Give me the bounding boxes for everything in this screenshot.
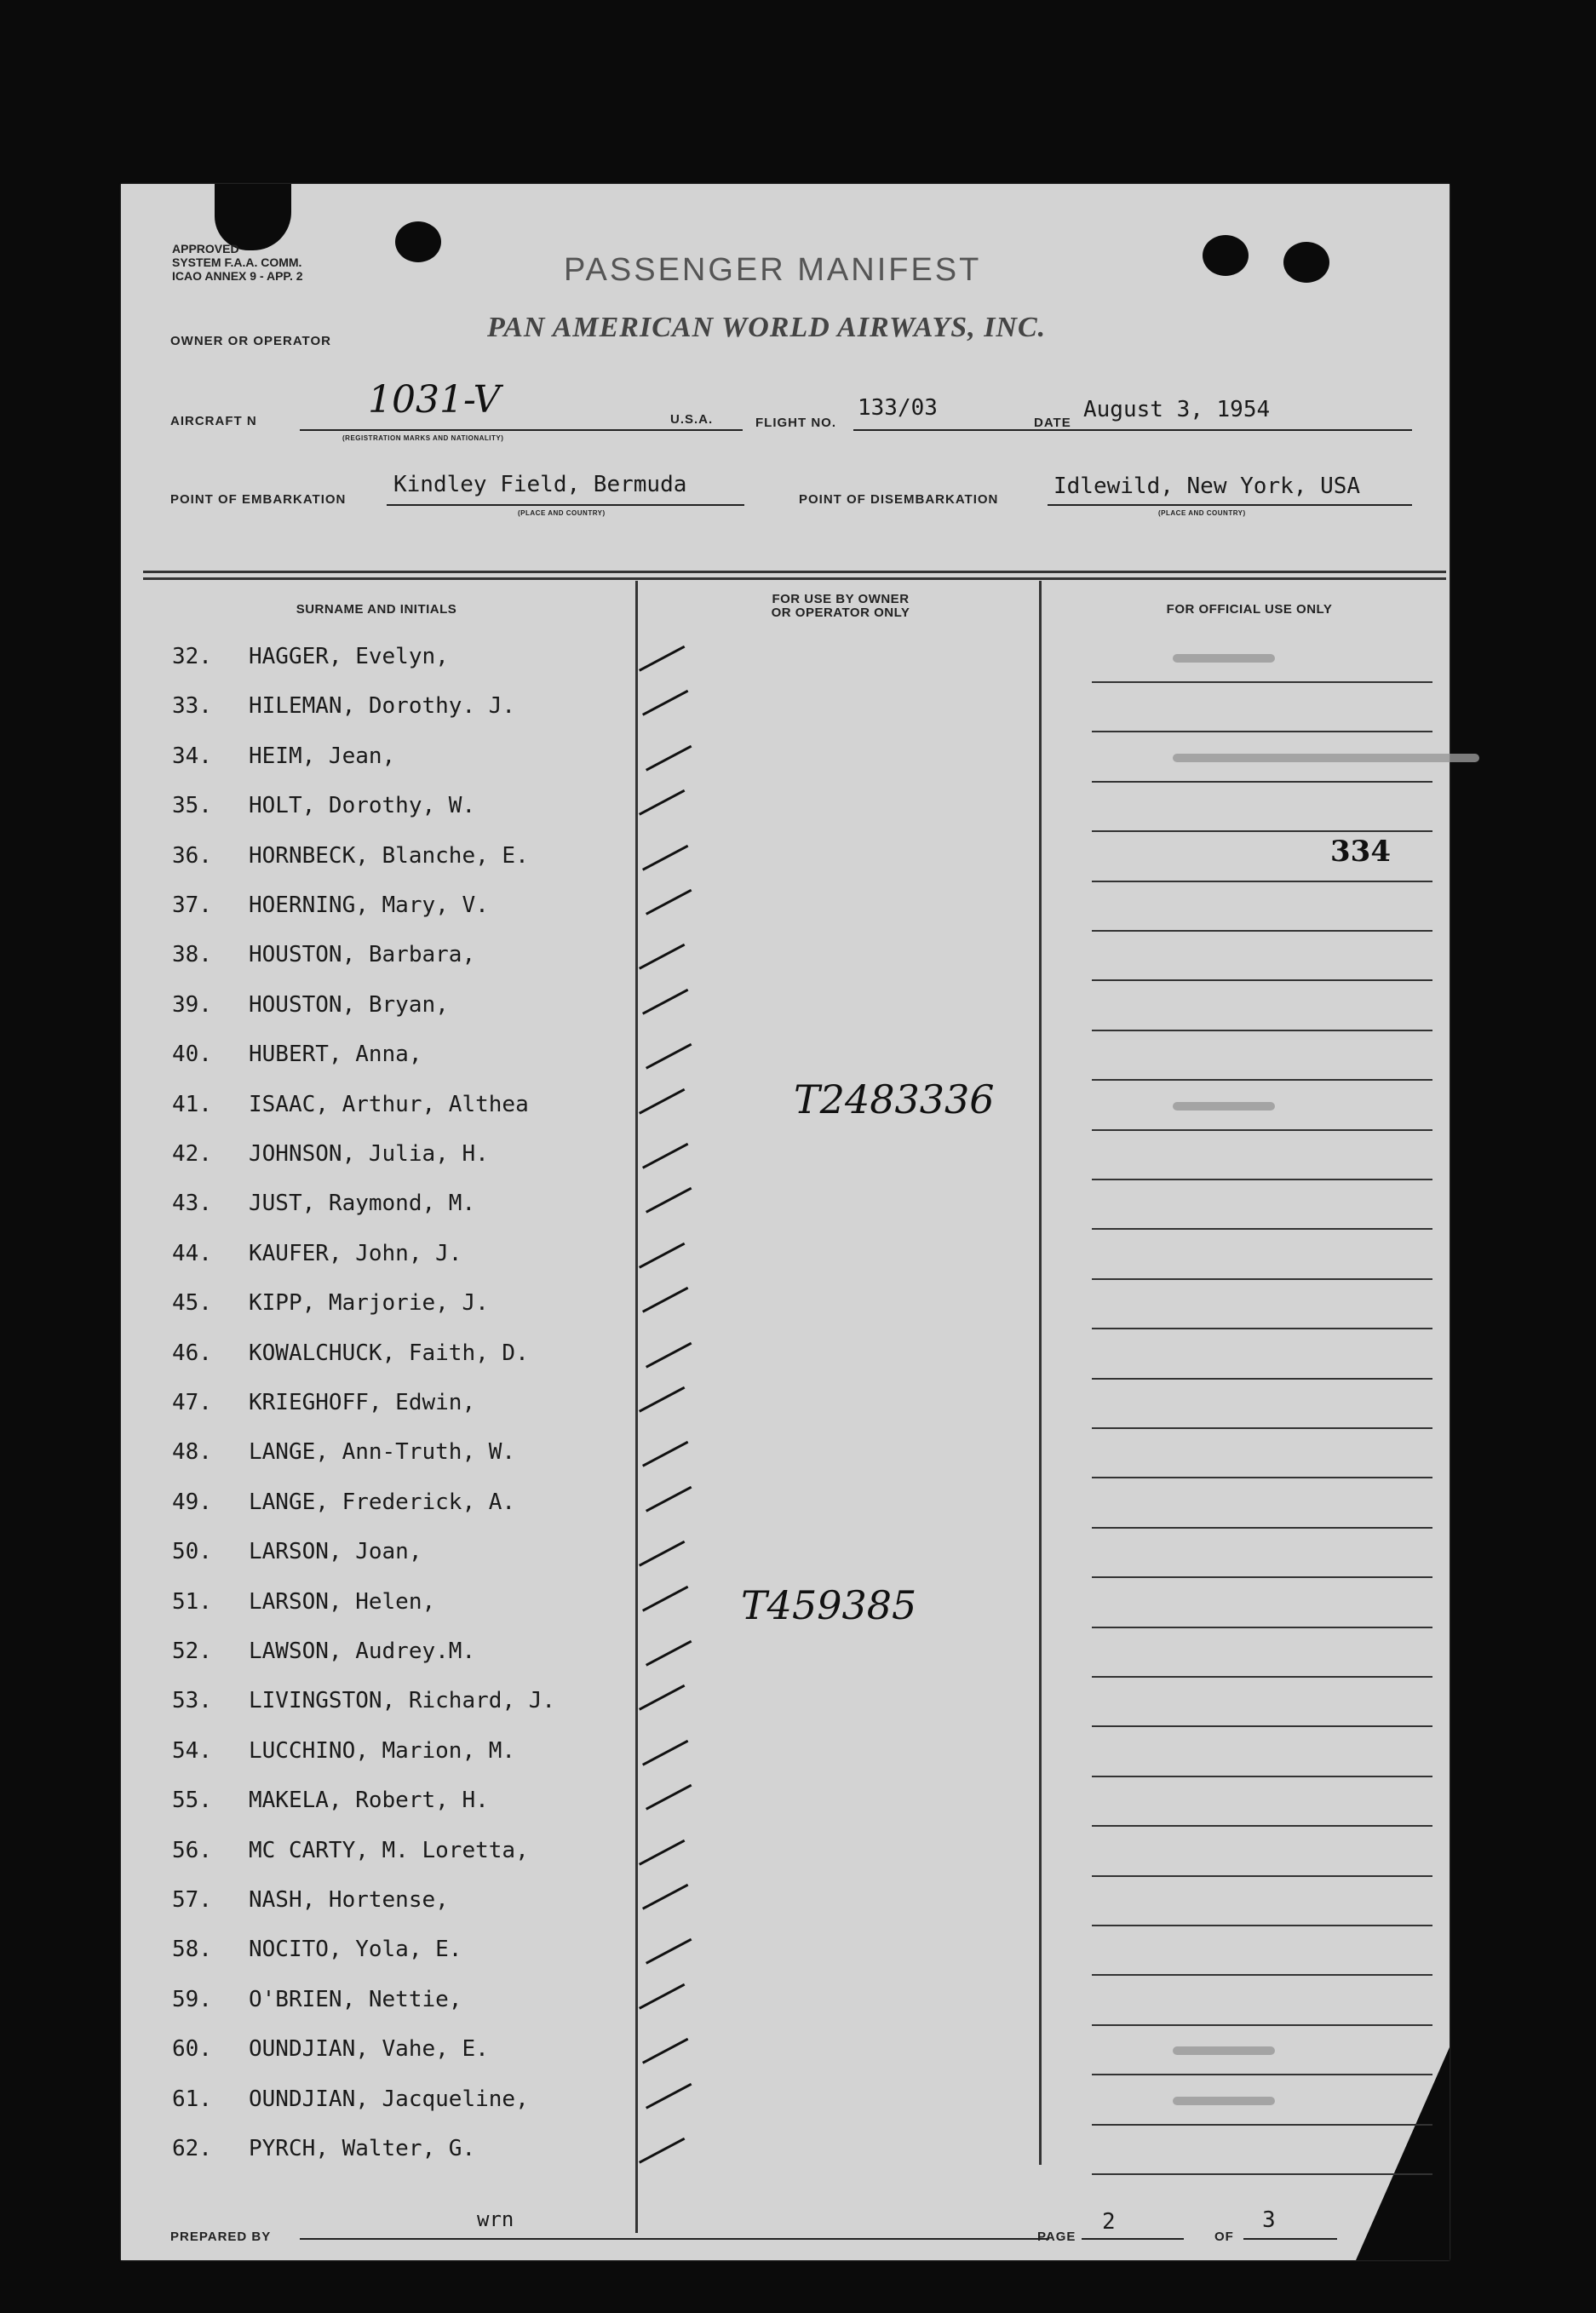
flight-label: FLIGHT NO. bbox=[755, 416, 836, 430]
row-number: 55. bbox=[172, 1788, 212, 1814]
usa-label: U.S.A. bbox=[670, 412, 714, 427]
redaction-smudge bbox=[1173, 2046, 1275, 2055]
passenger-name: OUNDJIAN, Jacqueline, bbox=[249, 2086, 529, 2112]
passenger-row bbox=[172, 1381, 1432, 1431]
passenger-row bbox=[172, 685, 1432, 734]
row-number: 45. bbox=[172, 1290, 212, 1317]
checkmark-icon bbox=[639, 1386, 697, 1435]
embarkation-label: POINT OF EMBARKATION bbox=[170, 492, 347, 507]
passenger-name: HUBERT, Anna, bbox=[249, 1042, 422, 1068]
row-number: 58. bbox=[172, 1937, 212, 1963]
aircraft-underline bbox=[300, 429, 743, 431]
aircraft-value: 1031-V bbox=[368, 378, 501, 422]
row-rule bbox=[1092, 681, 1432, 683]
row-rule bbox=[1092, 1676, 1432, 1678]
row-number: 38. bbox=[172, 942, 212, 968]
passenger-name: LANGE, Ann-Truth, W. bbox=[249, 1439, 516, 1466]
embarkation-value: Kindley Field, Bermuda bbox=[393, 472, 687, 497]
passenger-name: KRIEGHOFF, Edwin, bbox=[249, 1390, 476, 1415]
operator-header-line: FOR USE BY OWNER bbox=[772, 592, 910, 606]
owner-label: OWNER OR OPERATOR bbox=[170, 334, 331, 348]
passenger-row bbox=[172, 1530, 1432, 1580]
punch-hole bbox=[395, 221, 441, 262]
row-rule bbox=[1092, 1825, 1432, 1827]
date-underline bbox=[1073, 429, 1412, 431]
checkmark-icon bbox=[646, 1784, 703, 1833]
passenger-row bbox=[172, 1779, 1432, 1828]
row-number: 33. bbox=[172, 693, 212, 720]
passenger-name: KIPP, Marjorie, J. bbox=[249, 1290, 489, 1317]
passenger-name: LARSON, Joan, bbox=[249, 1539, 422, 1565]
row-rule bbox=[1092, 979, 1432, 981]
row-rule bbox=[1092, 1925, 1432, 1926]
passenger-row bbox=[172, 2028, 1432, 2077]
row-number: 62. bbox=[172, 2136, 212, 2161]
torn-corner bbox=[215, 184, 291, 250]
passenger-name: HILEMAN, Dorothy. J. bbox=[249, 693, 516, 720]
row-number: 42. bbox=[172, 1141, 212, 1167]
row-rule bbox=[1092, 1974, 1432, 1976]
aircraft-label: AIRCRAFT N bbox=[170, 414, 257, 428]
disembarkation-value: Idlewild, New York, USA bbox=[1053, 474, 1361, 499]
page-total-underline bbox=[1243, 2238, 1337, 2240]
redaction-smudge bbox=[1173, 754, 1479, 762]
row-rule bbox=[1092, 830, 1432, 832]
passenger-name: NOCITO, Yola, E. bbox=[249, 1937, 462, 1963]
page-label: PAGE bbox=[1037, 2230, 1076, 2244]
passenger-row bbox=[172, 1730, 1432, 1779]
prepared-underline bbox=[300, 2238, 1049, 2240]
page-underline bbox=[1082, 2238, 1184, 2240]
passenger-row bbox=[172, 1879, 1432, 1928]
checkmark-icon bbox=[639, 1983, 697, 2032]
passenger-row bbox=[172, 984, 1432, 1033]
passenger-row bbox=[172, 735, 1432, 784]
passenger-name: HOERNING, Mary, V. bbox=[249, 892, 489, 918]
row-rule bbox=[1092, 2074, 1432, 2075]
passenger-row bbox=[172, 1928, 1432, 1977]
row-rule bbox=[1092, 1030, 1432, 1031]
passenger-row bbox=[172, 1978, 1432, 2028]
row-rule bbox=[1092, 2124, 1432, 2126]
row-rule bbox=[1092, 1228, 1432, 1230]
passenger-name: MAKELA, Robert, H. bbox=[249, 1788, 489, 1814]
passenger-row bbox=[172, 1232, 1432, 1282]
row-rule bbox=[1092, 1725, 1432, 1727]
passenger-name: ISAAC, Arthur, Althea bbox=[249, 1091, 529, 1117]
disembarkation-underline bbox=[1048, 504, 1412, 506]
row-number: 47. bbox=[172, 1390, 212, 1415]
disembarkation-sublabel: (PLACE AND COUNTRY) bbox=[1158, 509, 1246, 517]
passenger-row bbox=[172, 933, 1432, 983]
passenger-name: LARSON, Helen, bbox=[249, 1588, 436, 1615]
passenger-name: O'BRIEN, Nettie, bbox=[249, 1986, 462, 2012]
document-title: PASSENGER MANIFEST bbox=[564, 252, 982, 288]
passenger-row bbox=[172, 2127, 1432, 2177]
row-rule bbox=[1092, 1278, 1432, 1280]
operator-header bbox=[717, 593, 964, 620]
row-number: 59. bbox=[172, 1986, 212, 2012]
row-rule bbox=[1092, 1427, 1432, 1429]
row-number: 51. bbox=[172, 1588, 212, 1615]
passenger-row bbox=[172, 1133, 1432, 1182]
row-rule bbox=[1092, 731, 1432, 732]
manifest-sheet bbox=[121, 184, 1450, 2260]
passenger-row bbox=[172, 1679, 1432, 1729]
checkmark-icon bbox=[646, 2082, 703, 2131]
official-header: FOR OFFICIAL USE ONLY bbox=[1166, 602, 1333, 617]
passenger-name: HOUSTON, Bryan, bbox=[249, 991, 449, 1018]
row-rule bbox=[1092, 1179, 1432, 1180]
row-number: 49. bbox=[172, 1489, 212, 1515]
passenger-row bbox=[172, 1481, 1432, 1530]
approval-line: APPROVED bbox=[172, 242, 239, 255]
date-value: August 3, 1954 bbox=[1083, 397, 1271, 422]
row-rule bbox=[1092, 781, 1432, 783]
passenger-name: LAWSON, Audrey.M. bbox=[249, 1639, 476, 1664]
approval-line: SYSTEM F.A.A. COMM. bbox=[172, 255, 302, 269]
embarkation-sublabel: (PLACE AND COUNTRY) bbox=[518, 509, 606, 517]
passenger-row bbox=[172, 1431, 1432, 1480]
passenger-name: KAUFER, John, J. bbox=[249, 1240, 462, 1266]
redaction-smudge bbox=[1173, 2097, 1275, 2105]
passenger-row bbox=[172, 884, 1432, 933]
row-number: 41. bbox=[172, 1091, 212, 1117]
page-number: 2 bbox=[1102, 2209, 1116, 2235]
page-total: 3 bbox=[1262, 2207, 1276, 2233]
passenger-row bbox=[172, 1033, 1432, 1082]
row-rule bbox=[1092, 1328, 1432, 1329]
disembarkation-label: POINT OF DISEMBARKATION bbox=[799, 492, 999, 507]
approval-stamp bbox=[172, 242, 303, 283]
redaction-smudge bbox=[1173, 1102, 1275, 1111]
row-number: 57. bbox=[172, 1887, 212, 1913]
passenger-name: LIVINGSTON, Richard, J. bbox=[249, 1688, 556, 1714]
checkmark-icon bbox=[642, 1884, 700, 1932]
redaction-smudge bbox=[1173, 654, 1275, 663]
row-rule bbox=[1092, 1875, 1432, 1877]
row-number: 61. bbox=[172, 2086, 212, 2112]
passenger-name: MC CARTY, M. Loretta, bbox=[249, 1837, 529, 1863]
checkmark-icon bbox=[642, 989, 700, 1037]
row-number: 35. bbox=[172, 793, 212, 819]
checkmark-icon bbox=[642, 1585, 700, 1633]
checkmark-icon bbox=[642, 1287, 700, 1335]
row-number: 36. bbox=[172, 842, 212, 869]
passenger-row bbox=[172, 1829, 1432, 1879]
aircraft-sublabel: (REGISTRATION MARKS AND NATIONALITY) bbox=[342, 434, 504, 442]
row-rule bbox=[1092, 1627, 1432, 1628]
row-rule bbox=[1092, 1576, 1432, 1578]
passenger-row bbox=[172, 635, 1432, 685]
passenger-name: HORNBECK, Blanche, E. bbox=[249, 842, 529, 869]
checkmark-icon bbox=[646, 1486, 703, 1535]
passenger-name: JUST, Raymond, M. bbox=[249, 1191, 476, 1217]
row-rule bbox=[1092, 1527, 1432, 1529]
row-rule bbox=[1092, 1776, 1432, 1777]
row-number: 60. bbox=[172, 2036, 212, 2063]
passenger-name: LUCCHINO, Marion, M. bbox=[249, 1737, 516, 1764]
row41-operator-note: T2483336 bbox=[794, 1076, 995, 1122]
operator-header-line: OR OPERATOR ONLY bbox=[771, 606, 910, 620]
row-number: 40. bbox=[172, 1042, 212, 1068]
date-label: DATE bbox=[1034, 416, 1071, 430]
row-rule bbox=[1092, 1378, 1432, 1380]
row-number: 46. bbox=[172, 1340, 212, 1366]
row-number: 54. bbox=[172, 1737, 212, 1764]
checkmark-icon bbox=[646, 1187, 703, 1236]
row-rule bbox=[1092, 1079, 1432, 1081]
row60-operator-note: T459385 bbox=[741, 1582, 917, 1628]
row-number: 39. bbox=[172, 991, 212, 1018]
row-number: 44. bbox=[172, 1240, 212, 1266]
checkmark-icon bbox=[639, 1685, 697, 1733]
punch-hole bbox=[1283, 242, 1329, 283]
of-label: OF bbox=[1214, 2230, 1234, 2244]
row-number: 48. bbox=[172, 1439, 212, 1466]
row-number: 53. bbox=[172, 1688, 212, 1714]
row-rule bbox=[1092, 2024, 1432, 2026]
checkmark-icon bbox=[639, 1088, 697, 1136]
passenger-name: JOHNSON, Julia, H. bbox=[249, 1141, 489, 1167]
row-rule bbox=[1092, 1477, 1432, 1478]
passenger-name: HOUSTON, Barbara, bbox=[249, 942, 476, 968]
passenger-row bbox=[172, 2078, 1432, 2127]
row-number: 50. bbox=[172, 1539, 212, 1565]
table-top-rule bbox=[143, 577, 1446, 580]
passenger-row bbox=[172, 1332, 1432, 1381]
row-number: 37. bbox=[172, 892, 212, 918]
passenger-name: HOLT, Dorothy, W. bbox=[249, 793, 476, 819]
passenger-name: HEIM, Jean, bbox=[249, 743, 396, 769]
passenger-row bbox=[172, 835, 1432, 884]
checkmark-icon bbox=[639, 789, 697, 838]
row-number: 43. bbox=[172, 1191, 212, 1217]
passenger-name: PYRCH, Walter, G. bbox=[249, 2136, 476, 2161]
punch-hole bbox=[1203, 235, 1249, 276]
embarkation-underline bbox=[387, 504, 744, 506]
checkmark-icon bbox=[642, 690, 700, 738]
row-number: 34. bbox=[172, 743, 212, 769]
passenger-name: KOWALCHUCK, Faith, D. bbox=[249, 1340, 529, 1366]
surname-header: SURNAME AND INITIALS bbox=[296, 602, 457, 617]
row-rule bbox=[1092, 881, 1432, 882]
row-number: 52. bbox=[172, 1639, 212, 1664]
row-number: 32. bbox=[172, 644, 212, 669]
row-rule bbox=[1092, 930, 1432, 932]
passenger-name: NASH, Hortense, bbox=[249, 1887, 449, 1913]
row-rule bbox=[1092, 1129, 1432, 1131]
checkmark-icon bbox=[639, 2138, 697, 2186]
passenger-row bbox=[172, 1282, 1432, 1331]
row-rule bbox=[1092, 2173, 1432, 2175]
passenger-name: HAGGER, Evelyn, bbox=[249, 644, 449, 669]
row-number: 56. bbox=[172, 1837, 212, 1863]
passenger-name: OUNDJIAN, Vahe, E. bbox=[249, 2036, 489, 2063]
passenger-row bbox=[172, 1630, 1432, 1679]
passenger-row bbox=[172, 1182, 1432, 1231]
prepared-by-label: PREPARED BY bbox=[170, 2230, 272, 2244]
company-name: PAN AMERICAN WORLD AIRWAYS, INC. bbox=[487, 312, 1047, 343]
flight-value: 133/03 bbox=[858, 395, 938, 421]
table-top-rule bbox=[143, 571, 1446, 573]
passenger-row bbox=[172, 784, 1432, 834]
prepared-by-value: wrn bbox=[477, 2207, 514, 2231]
passenger-name: LANGE, Frederick, A. bbox=[249, 1489, 516, 1515]
row36-official-note: 334 bbox=[1330, 834, 1391, 869]
approval-line: ICAO ANNEX 9 - APP. 2 bbox=[172, 269, 303, 283]
checkmark-icon bbox=[646, 889, 703, 938]
